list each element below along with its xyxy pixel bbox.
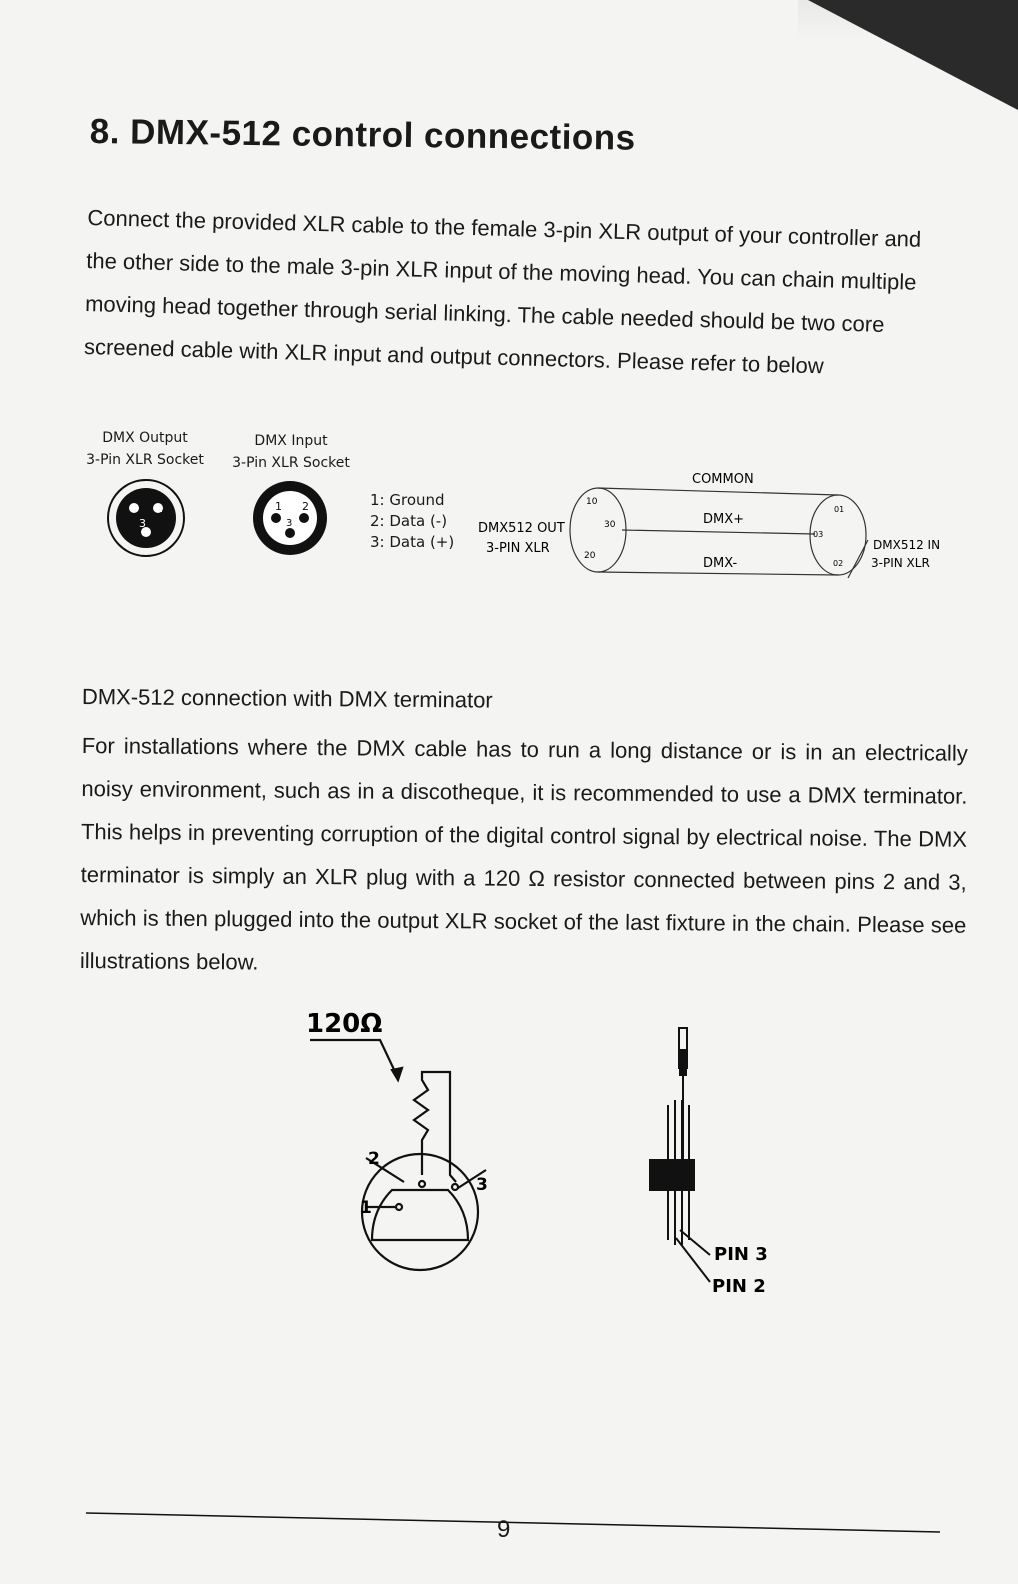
socket-pin-label: 3 [286, 518, 293, 529]
resistor-value-label: 120Ω [306, 1009, 383, 1039]
dmx-minus-label: DMX- [703, 556, 738, 571]
cable-pin-label: 03 [813, 530, 824, 539]
cable-pin-label: 01 [834, 505, 845, 514]
pin-assignment: 3: Data (+) [370, 533, 455, 551]
xlr-plug-resistor-diagram [310, 1040, 486, 1270]
pin2-label: PIN 2 [712, 1276, 766, 1297]
common-label: COMMON [692, 472, 754, 487]
intro-line: the other side to the male 3-pin XLR input of the moving head. You can chain multiple [85, 247, 917, 295]
socket-pin-label: 2 [131, 502, 138, 515]
terminator-heading: DMX-512 connection with DMX terminator [81, 684, 493, 713]
terminator-paragraph: For installations where the DMX cable has to run a long distance or is in an electrically noisy environment, such as in a discotheque, it is recommended to use a DMX terminator. This helps in preventing corruption of the digital control signal by electrical noise. The DMX terminator is simply an XLR plug with a 120 Ω resistor connected between pins 2 and 3, which is then plugged into the output XLR socket of the last fixture in the chain. Please see illustrations below. [79, 732, 968, 975]
terminator-illustration [0, 1000, 1018, 1330]
socket-pin-label: 1 [275, 500, 282, 513]
socket-pin-label: 2 [302, 500, 309, 513]
dmx-out-sublabel: 3-PIN XLR [486, 541, 550, 556]
cable-pin-label: 20 [584, 551, 596, 561]
plug-pin-label: 2 [368, 1149, 380, 1169]
socket-pin-label: 1 [156, 502, 163, 515]
cable-pin-label: 02 [833, 559, 844, 568]
dmx-in-sublabel: 3-PIN XLR [871, 556, 930, 570]
section-heading: 8. DMX-512 control connections [89, 112, 636, 158]
intro-line: screened cable with XLR input and output connectors. Please refer to below [83, 333, 825, 379]
pin3-label: PIN 3 [714, 1244, 768, 1265]
dmx-output-subtitle: 3-Pin XLR Socket [86, 452, 204, 468]
xlr-plug-side-view [650, 1028, 710, 1282]
pin-assignment: 2: Data (-) [370, 512, 448, 530]
pin-assignment: 1: Ground [370, 491, 445, 509]
plug-pin-label: 3 [476, 1175, 488, 1195]
xlr-output-socket-icon [108, 480, 184, 556]
intro-line: Connect the provided XLR cable to the female 3-pin XLR output of your controller and [87, 204, 922, 252]
dmx-input-subtitle: 3-Pin XLR Socket [232, 455, 350, 471]
xlr-input-socket-icon [253, 481, 327, 555]
dmx-plus-label: DMX+ [703, 512, 745, 527]
cable-pin-label: 10 [586, 497, 598, 507]
dmx-input-title: DMX Input [254, 433, 328, 449]
cable-pin-label: 30 [604, 520, 616, 530]
intro-line: moving head together through serial linking. The cable needed should be two core [84, 290, 885, 337]
dmx-in-label: DMX512 IN [873, 538, 941, 552]
connection-diagram [0, 0, 1018, 650]
dmx-out-label: DMX512 OUT [478, 521, 565, 536]
dmx-output-title: DMX Output [102, 430, 188, 446]
page-number: 9 [497, 1516, 511, 1543]
plug-pin-label: 1 [360, 1198, 372, 1218]
socket-pin-label: 3 [139, 517, 146, 530]
